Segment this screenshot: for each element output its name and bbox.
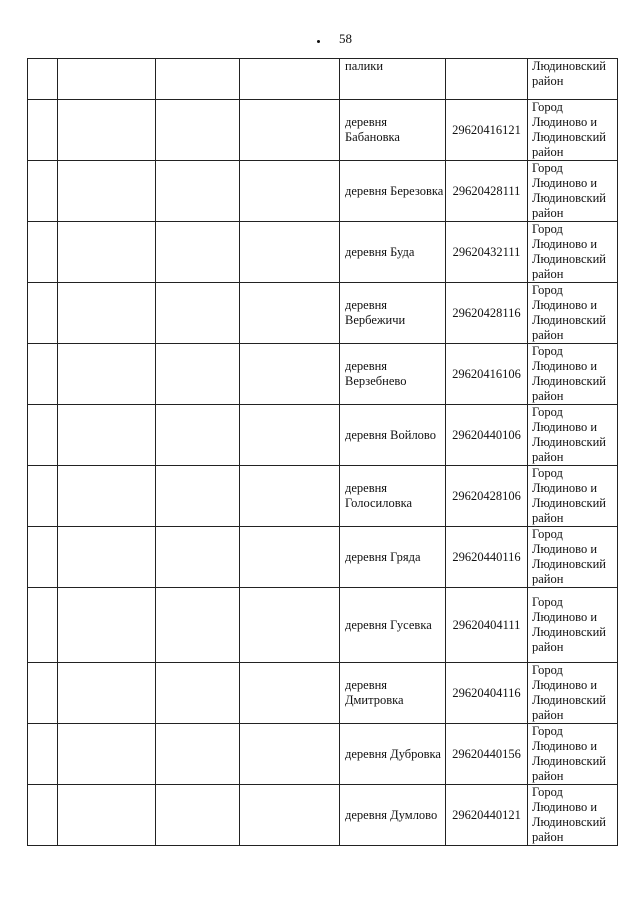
oktmo-code: 29620416121 (446, 100, 528, 161)
table-row (28, 588, 618, 663)
page-number: 58 (339, 31, 352, 46)
oktmo-code: 29620428111 (446, 161, 528, 222)
municipality: Людиновский район (528, 59, 618, 100)
settlement-name: деревня Гряда (340, 527, 446, 588)
municipality: Город Людиново и Людиновский район (528, 663, 618, 724)
table-row (28, 466, 618, 527)
municipality: Город Людиново и Людиновский район (528, 405, 618, 466)
oktmo-code (446, 59, 528, 100)
oktmo-code: 29620440121 (446, 785, 528, 846)
settlement-name: деревня Гусевка (340, 588, 446, 663)
table-row (28, 161, 618, 222)
settlement-name: деревня Бабановка (340, 100, 446, 161)
municipality: Город Людиново и Людиновский район (528, 466, 618, 527)
municipality: Город Людиново и Людиновский район (528, 161, 618, 222)
oktmo-code: 29620428106 (446, 466, 528, 527)
table-row (28, 527, 618, 588)
table-row (28, 100, 618, 161)
municipality: Город Людиново и Людиновский район (528, 100, 618, 161)
settlement-name: деревня Голосиловка (340, 466, 446, 527)
settlement-name: деревня Думлово (340, 785, 446, 846)
settlement-name: деревня Березовка (340, 161, 446, 222)
page-dot-mark (317, 40, 320, 43)
municipality: Город Людиново и Людиновский район (528, 588, 618, 663)
oktmo-code: 29620404116 (446, 663, 528, 724)
municipality: Город Людиново и Людиновский район (528, 283, 618, 344)
settlement-name: деревня Войлово (340, 405, 446, 466)
oktmo-code: 29620440106 (446, 405, 528, 466)
table-row (28, 663, 618, 724)
oktmo-code: 29620440116 (446, 527, 528, 588)
settlement-name: деревня Буда (340, 222, 446, 283)
table-row (28, 283, 618, 344)
oktmo-code: 29620428116 (446, 283, 528, 344)
table-row (28, 785, 618, 846)
table-row (28, 405, 618, 466)
settlement-name: деревня Дмитровка (340, 663, 446, 724)
settlement-name: палики (340, 59, 446, 100)
settlement-name: деревня Верзебнево (340, 344, 446, 405)
municipality: Город Людиново и Людиновский район (528, 785, 618, 846)
municipality: Город Людиново и Людиновский район (528, 222, 618, 283)
settlement-name: деревня Вербежичи (340, 283, 446, 344)
oktmo-code: 29620440156 (446, 724, 528, 785)
oktmo-code: 29620432111 (446, 222, 528, 283)
municipality: Город Людиново и Людиновский район (528, 724, 618, 785)
oktmo-code: 29620416106 (446, 344, 528, 405)
table-row (28, 344, 618, 405)
oktmo-code: 29620404111 (446, 588, 528, 663)
municipality: Город Людиново и Людиновский район (528, 344, 618, 405)
municipality: Город Людиново и Людиновский район (528, 527, 618, 588)
table-row (28, 59, 618, 100)
settlements-table (27, 58, 618, 846)
settlement-name: деревня Дубровка (340, 724, 446, 785)
table-row (28, 222, 618, 283)
table-row (28, 724, 618, 785)
